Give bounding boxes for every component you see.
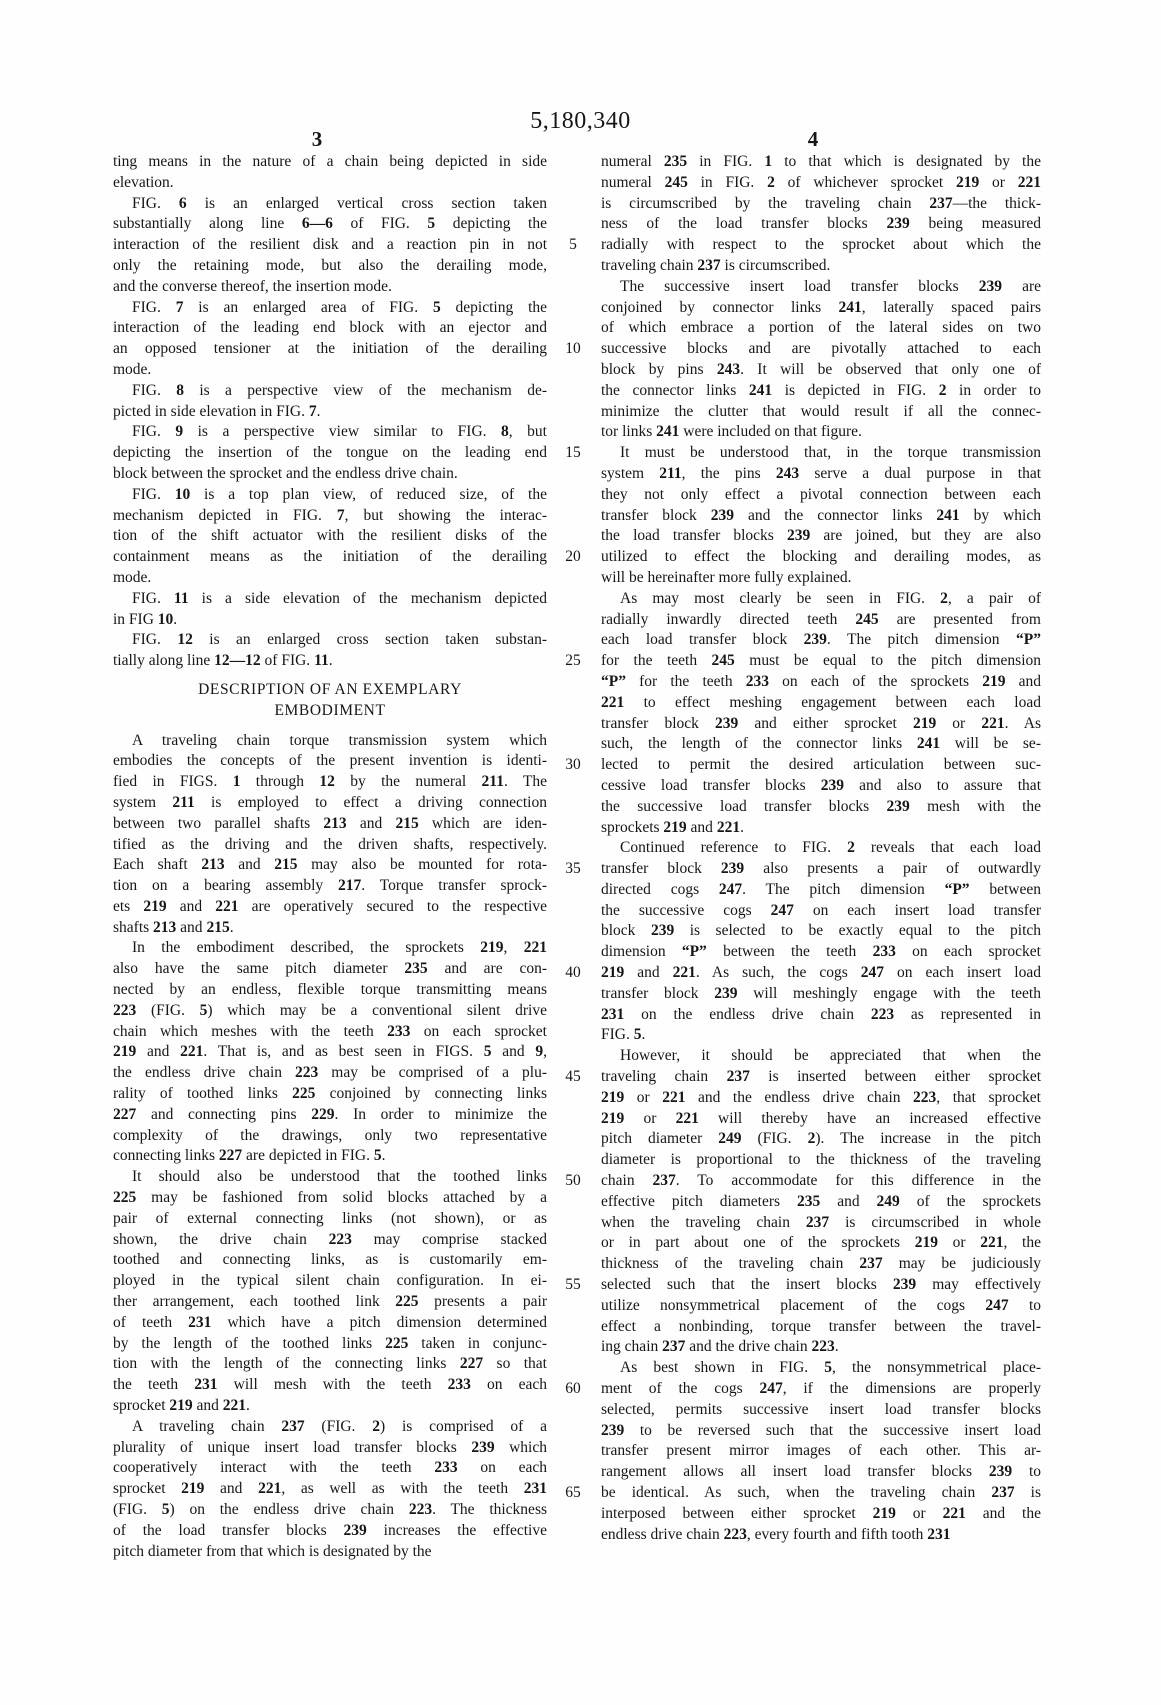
text-line: sprocket 219 and 221. (113, 1397, 250, 1415)
text-line: interposed between either sprocket 219 or 221 and the (601, 1504, 1041, 1522)
text-line: fied in FIGS. 1 through 12 by the numeral 211. The (113, 773, 548, 791)
text-line: FIG. 11 is a side elevation of the mechanism depicted (132, 589, 547, 607)
line-number: 25 (565, 652, 581, 670)
column-3-text (113, 152, 547, 1562)
text-line: traveling chain 237 is circumscribed. (601, 256, 831, 274)
text-line: numeral 235 in FIG. 1 to that which is designated by the (601, 153, 1041, 170)
text-line: sprockets 219 and 221. (601, 818, 744, 836)
text-line: minimize the clutter that would result if all the connec- (601, 402, 1041, 420)
patent-number: 5,180,340 (530, 108, 631, 134)
paragraph (113, 152, 547, 194)
text-line: system 211 is employed to effect a driving connection (113, 793, 547, 811)
text-line: connecting links 227 are depicted in FIG. 5. (113, 1147, 386, 1165)
text-line: transfer block 239 also presents a pair of outwardly (601, 860, 1041, 878)
text-line: FIG. 8 is a perspective view of the mechanism de- (132, 381, 547, 399)
paragraph (601, 443, 1041, 589)
paragraph (113, 298, 547, 381)
text-line: picted in side elevation in FIG. 7. (113, 402, 321, 420)
text-line: sprocket 219 and 221, as well as with the teeth 231 (113, 1480, 548, 1498)
text-line: endless drive chain 223, every fourth and fifth tooth 231 (601, 1525, 951, 1543)
text-line: transfer block 239 will meshingly engage with the teeth (601, 984, 1041, 1002)
text-line: selected, permits successive insert load transfer blocks (601, 1400, 1041, 1418)
text-line: numeral 245 in FIG. 2 of whichever sprocket 219 or 221 (601, 173, 1041, 191)
text-line: shafts 213 and 215. (113, 918, 234, 936)
line-number: 35 (565, 860, 581, 878)
text-line: 219 or 221 will thereby have an increased effective (601, 1109, 1041, 1127)
text-line: the successive load transfer blocks 239 mesh with the (601, 797, 1041, 815)
paragraph (113, 938, 547, 1167)
text-line: transfer block 239 and the connector links 241 by which (601, 506, 1041, 524)
text-line: an opposed tensioner at the initiation of the derailing (113, 340, 547, 358)
line-number: 55 (565, 1276, 581, 1294)
text-line: (FIG. 5) on the endless drive chain 223. The thickness (113, 1501, 548, 1518)
text-line: ets 219 and 221 are operatively secured to the respective (113, 897, 547, 915)
text-line: effect a nonbinding, torque transfer between the travel- (601, 1317, 1041, 1335)
paragraph (113, 630, 547, 672)
text-line: interaction of the leading end block with an ejector and (113, 319, 547, 337)
text-line: 227 and connecting pins 229. In order to minimize the (113, 1105, 547, 1123)
text-line: cooperatively interact with the teeth 233 on each (113, 1459, 548, 1477)
text-line: rality of toothed links 225 conjoined by connecting links (113, 1085, 547, 1103)
paragraph (113, 194, 547, 298)
text-line: As best shown in FIG. 5, the nonsymmetrical place- (620, 1359, 1041, 1377)
text-line: interaction of the resilient disk and a reaction pin in not (113, 236, 547, 254)
text-line: depicting the insertion of the tongue on the leading end (113, 444, 547, 462)
text-line: ness of the load transfer blocks 239 being measured (601, 215, 1042, 233)
text-line: 225 may be fashioned from solid blocks attached by a (113, 1189, 547, 1207)
text-line: mode. (113, 360, 152, 378)
text-line: tor links 241 were included on that figure. (601, 423, 862, 441)
line-number: 50 (565, 1172, 581, 1190)
text-line: plurality of unique insert load transfer blocks 239 which (113, 1438, 547, 1456)
text-line: transfer present mirror images of each other. This ar- (601, 1442, 1041, 1460)
text-line: directed cogs 247. The pitch dimension “P” between (601, 880, 1041, 898)
text-line: radially inwardly directed teeth 245 are presented from (601, 610, 1041, 628)
text-line: tion of the shift actuator with the resilient disks of the (113, 527, 547, 545)
text-line: 219 and 221. As such, the cogs 247 on each insert load (601, 964, 1041, 982)
text-line: block 239 is selected to be exactly equal to the pitch (601, 922, 1041, 940)
text-line: of teeth 231 which have a pitch dimension determined (113, 1313, 547, 1331)
paragraph (601, 152, 1041, 277)
paragraph (113, 485, 547, 589)
text-line: 221 to effect meshing engagement between each load (601, 693, 1041, 711)
line-number: 65 (565, 1484, 581, 1502)
text-line: only the retaining mode, but also the derailing mode, (113, 256, 547, 274)
text-line: FIG. 7 is an enlarged area of FIG. 5 depicting the (132, 298, 547, 316)
text-line: transfer block 239 and either sprocket 219 or 221. As (601, 714, 1041, 732)
line-number: 5 (569, 236, 577, 254)
text-line: for the teeth 245 must be equal to the pitch dimension (601, 652, 1041, 670)
text-line: tially along line 12—12 of FIG. 11. (113, 652, 333, 670)
text-line: ting means in the nature of a chain being depicted in side (113, 153, 547, 170)
text-line: containment means as the initiation of the derailing (113, 548, 547, 566)
text-line: As may most clearly be seen in FIG. 2, a pair of (620, 589, 1041, 607)
line-number-gutter (552, 0, 594, 1705)
text-line: lected to permit the desired articulation between suc- (601, 756, 1041, 774)
line-number: 60 (565, 1380, 581, 1398)
text-line: conjoined by connector links 241, laterally spaced pairs (601, 298, 1042, 316)
column-4-text (601, 152, 1041, 1545)
text-line: 223 (FIG. 5) which may be a conventional silent drive (113, 1001, 547, 1019)
text-line: chain which meshes with the teeth 233 on each sprocket (113, 1022, 547, 1040)
text-line: cessive load transfer blocks 239 and also to assure that (601, 776, 1041, 794)
text-line: selected such that the insert blocks 239 may effectively (601, 1276, 1041, 1294)
paragraph (601, 1358, 1041, 1545)
text-line: tion with the length of the connecting links 227 so that (113, 1355, 547, 1373)
text-line: mechanism depicted in FIG. 7, but showing the interac- (113, 506, 547, 524)
paragraph (113, 381, 547, 423)
paragraph (601, 838, 1041, 1046)
text-line: each load transfer block 239. The pitch dimension “P” (601, 631, 1041, 649)
text-line: “P” for the teeth 233 on each of the sprockets 219 and (601, 672, 1041, 690)
text-line: ing chain 237 and the drive chain 223. (601, 1338, 839, 1356)
text-line: elevation. (113, 173, 174, 191)
text-line: 231 on the endless drive chain 223 as represented in (601, 1005, 1041, 1023)
text-line: of which embrace a portion of the lateral sides on two (601, 319, 1041, 337)
text-line: tion on a bearing assembly 217. Torque transfer sprock- (113, 877, 547, 895)
text-line: utilize nonsymmetrical placement of the cogs 247 to (601, 1296, 1042, 1314)
text-line: by the length of the toothed links 225 taken in conjunc- (113, 1334, 547, 1352)
paragraph (113, 422, 547, 484)
text-line: diameter is proportional to the thickness of the traveling (601, 1151, 1041, 1169)
text-line: will be hereinafter more fully explained. (601, 568, 852, 586)
text-line: and the converse thereof, the insertion mode. (113, 277, 392, 295)
paragraph (601, 589, 1041, 839)
text-line: the teeth 231 will mesh with the teeth 233 on each (113, 1376, 547, 1394)
text-line: of the load transfer blocks 239 increases the effective (113, 1521, 547, 1539)
text-line: complexity of the drawings, only two representative (113, 1126, 547, 1144)
text-line: tified as the driving and the driven shafts, respectively. (113, 835, 547, 853)
text-line: A traveling chain torque transmission system which (132, 731, 547, 749)
column-3-number: 3 (311, 127, 323, 151)
text-line: EMBODIMENT (274, 701, 386, 719)
line-number: 20 (565, 548, 581, 566)
text-line: 239 to be reversed such that the successive insert load (601, 1421, 1041, 1439)
text-line: rangement allows all insert load transfer blocks 239 to (601, 1463, 1041, 1481)
text-line: FIG. 9 is a perspective view similar to FIG. 8, but (132, 423, 547, 441)
text-line: successive blocks and are pivotally attached to each (601, 340, 1041, 358)
paragraph (601, 1046, 1041, 1358)
text-line: FIG. 12 is an enlarged cross section taken substan- (132, 631, 547, 649)
text-line: the endless drive chain 223 may be comprised of a plu- (113, 1064, 547, 1082)
text-line: In the embodiment described, the sprockets 219, 221 (132, 939, 548, 957)
text-line: pitch diameter 249 (FIG. 2). The increase in the pitch (601, 1130, 1042, 1148)
text-line: embodies the concepts of the present invention is identi- (113, 752, 547, 770)
column-4-number: 4 (807, 127, 819, 151)
text-line: such, the length of the connector links 241 will be se- (601, 735, 1041, 753)
text-line: when the traveling chain 237 is circumscribed in whole (601, 1213, 1041, 1231)
text-line: However, it should be appreciated that when the (620, 1047, 1041, 1065)
text-line: system 211, the pins 243 serve a dual purpose in that (601, 464, 1042, 482)
text-line: utilized to effect the blocking and derailing modes, as (601, 548, 1041, 566)
section-heading (113, 680, 547, 722)
text-line: It must be understood that, in the torque transmission (620, 444, 1041, 462)
text-line: block between the sprocket and the endless drive chain. (113, 464, 458, 482)
text-line: the load transfer blocks 239 are joined, but they are also (601, 527, 1041, 545)
text-line: effective pitch diameters 235 and 249 of the sprockets (601, 1192, 1042, 1210)
text-line: be identical. As such, when the traveling chain 237 is (601, 1484, 1041, 1501)
paragraph (113, 1167, 547, 1417)
text-line: in FIG 10. (113, 610, 178, 628)
text-line: the successive cogs 247 on each insert load transfer (601, 901, 1041, 919)
line-number: 30 (565, 756, 581, 774)
text-line: chain 237. To accommodate for this difference in the (601, 1172, 1041, 1190)
text-line: block by pins 243. It will be observed that only one of (601, 360, 1041, 378)
text-line: between two parallel shafts 213 and 215 which are iden- (113, 814, 547, 832)
text-line: 219 and 221. That is, and as best seen in FIGS. 5 and 9, (113, 1043, 547, 1061)
text-line: A traveling chain 237 (FIG. 2) is comprised of a (132, 1417, 548, 1435)
text-line: FIG. 6 is an enlarged vertical cross section taken (132, 194, 547, 212)
text-line: FIG. 5. (601, 1026, 646, 1044)
paragraph (113, 1417, 547, 1563)
text-line: FIG. 10 is a top plan view, of reduced size, of the (132, 485, 547, 503)
text-line: DESCRIPTION OF AN EXEMPLARY (198, 680, 462, 698)
text-line: pair of external connecting links (not shown), or as (113, 1209, 547, 1227)
text-line: ther arrangement, each toothed link 225 presents a pair (113, 1293, 547, 1311)
text-line: the connector links 241 is depicted in FIG. 2 in order to (601, 381, 1041, 399)
text-line: 219 or 221 and the endless drive chain 223, that sprocket (601, 1088, 1041, 1106)
line-number: 10 (565, 340, 581, 358)
paragraph (601, 277, 1041, 443)
text-line: or in part about one of the sprockets 219 or 221, the (601, 1234, 1041, 1252)
text-line: traveling chain 237 is inserted between either sprocket (601, 1068, 1042, 1086)
text-line: substantially along line 6—6 of FIG. 5 depicting the (113, 215, 547, 233)
text-line: they not only effect a pivotal connection between each (601, 485, 1041, 503)
paragraph (113, 589, 547, 631)
text-line: nected by an endless, flexible torque transmitting means (113, 981, 547, 999)
text-line: radially with respect to the sprocket about which the (601, 236, 1041, 254)
line-number: 15 (565, 444, 581, 462)
text-line: toothed and connecting links, as is customarily em- (113, 1251, 547, 1269)
text-line: dimension “P” between the teeth 233 on each sprocket (601, 943, 1041, 961)
text-line: pitch diameter from that which is designated by the (113, 1542, 432, 1560)
text-line: Continued reference to FIG. 2 reveals that each load (620, 839, 1041, 857)
text-line: is circumscribed by the traveling chain 237—the thick- (601, 194, 1041, 212)
text-line: It should also be understood that the toothed links (132, 1168, 547, 1186)
text-line: The successive insert load transfer blocks 239 are (620, 277, 1041, 295)
text-line: shown, the drive chain 223 may comprise stacked (113, 1230, 547, 1248)
text-line: Each shaft 213 and 215 may also be mounted for rota- (113, 856, 547, 874)
paragraph (113, 731, 547, 939)
text-line: mode. (113, 568, 152, 586)
text-line: ployed in the typical silent chain configuration. In ei- (113, 1272, 547, 1290)
line-number: 45 (565, 1068, 581, 1086)
line-number: 40 (565, 964, 581, 982)
text-line: thickness of the traveling chain 237 may be judiciously (601, 1255, 1041, 1273)
text-line: ment of the cogs 247, if the dimensions are properly (601, 1380, 1041, 1398)
text-line: also have the same pitch diameter 235 and are con- (113, 960, 547, 978)
